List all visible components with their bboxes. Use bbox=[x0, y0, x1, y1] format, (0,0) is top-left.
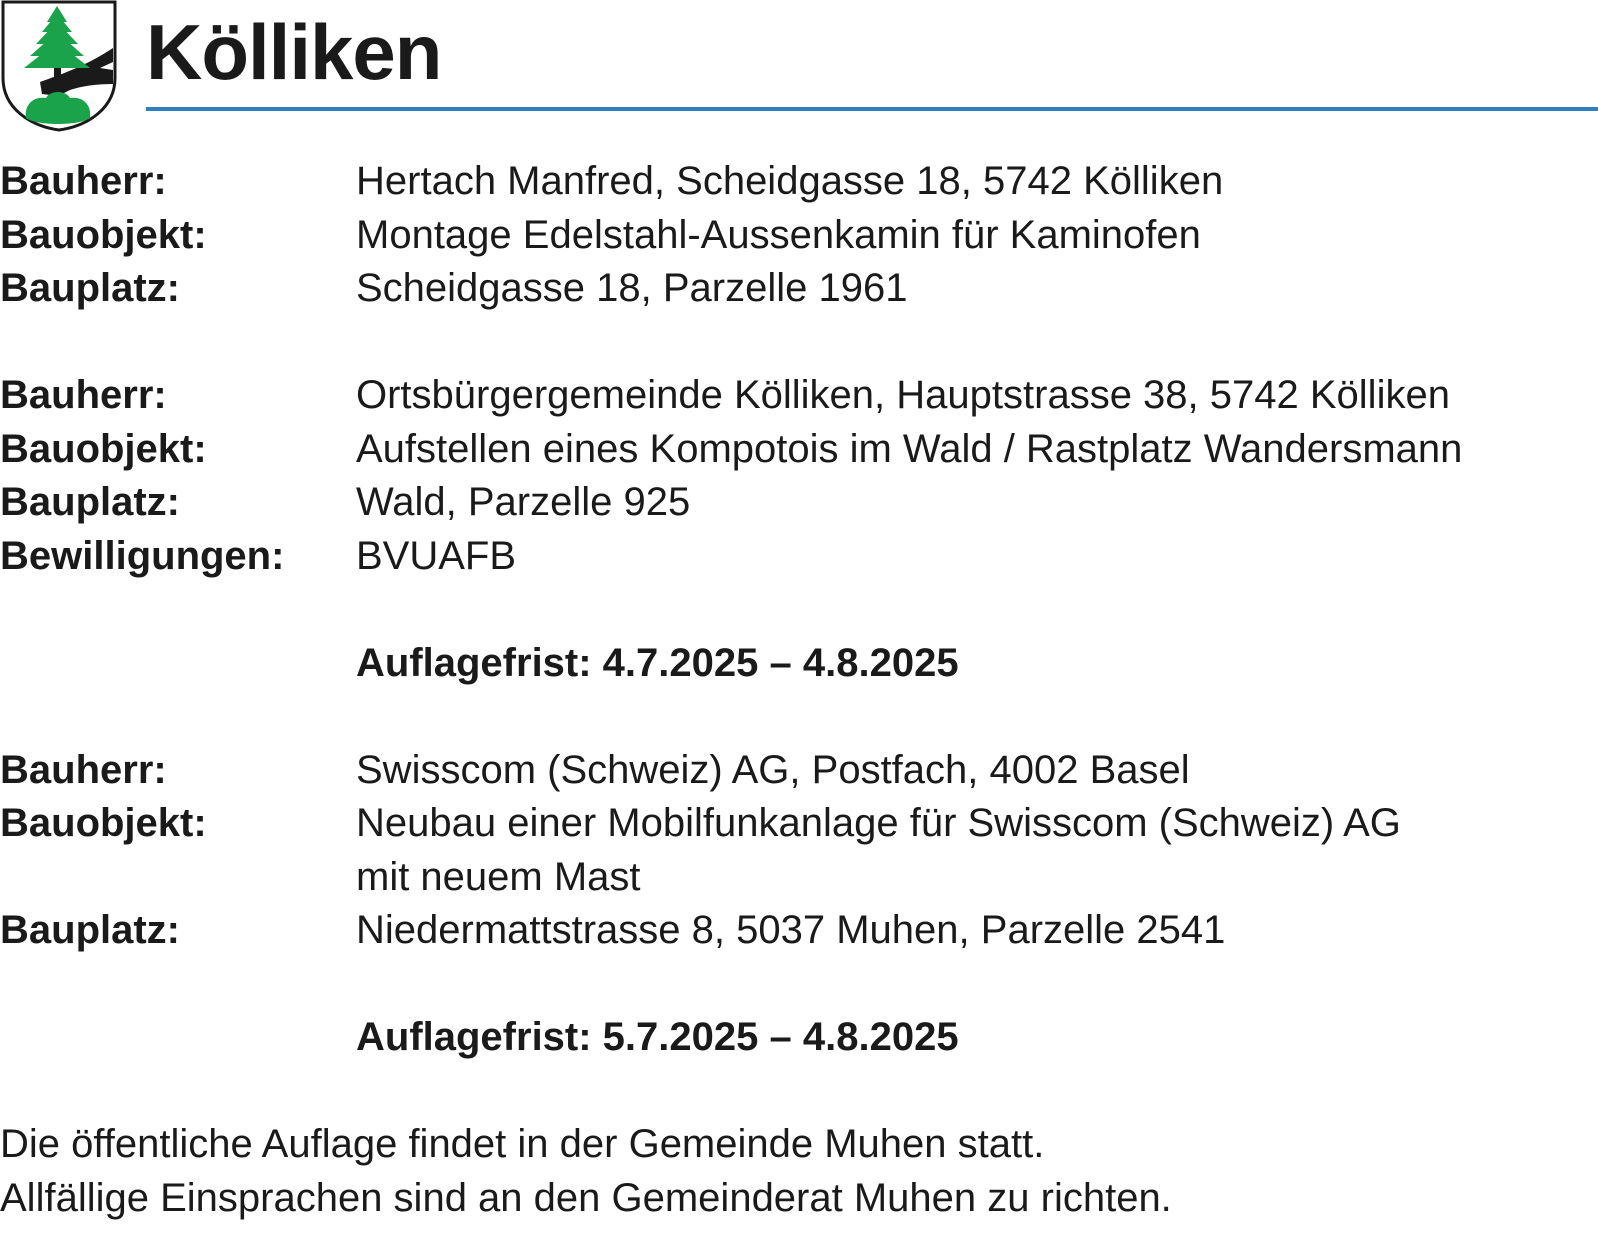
section-spacer bbox=[0, 316, 1598, 370]
coat-of-arms-icon bbox=[0, 0, 118, 132]
bauobjekt-line-2: mit neuem Mast bbox=[356, 854, 641, 899]
bauobjekt-row bbox=[0, 797, 1598, 904]
bauobjekt-row bbox=[0, 209, 1598, 263]
bauherr-label: Bauherr: bbox=[0, 747, 167, 792]
bauherr-row bbox=[0, 155, 1598, 209]
bauherr-value: Hertach Manfred, Scheidgasse 18, 5742 Kölliken bbox=[356, 159, 1224, 203]
bauherr-row bbox=[0, 369, 1598, 423]
auflagefrist: Auflagefrist: 4.7.2025 – 4.8.2025 bbox=[356, 640, 959, 685]
section-spacer bbox=[0, 583, 1598, 637]
municipality-name: Kölliken bbox=[146, 8, 442, 96]
bauobjekt-label: Bauobjekt: bbox=[0, 801, 207, 845]
bauplatz-label: Bauplatz: bbox=[0, 266, 180, 310]
bauplatz-label: Bauplatz: bbox=[0, 480, 180, 524]
building-permit-notice bbox=[0, 155, 1598, 1225]
section-spacer bbox=[0, 958, 1598, 1012]
permit-entry-2 bbox=[0, 369, 1598, 690]
permit-entry-3 bbox=[0, 744, 1598, 1065]
bauplatz-row bbox=[0, 904, 1598, 958]
bauobjekt-label: Bauobjekt: bbox=[0, 426, 207, 471]
footer-note-objections: Allfällige Einsprachen sind an den Gemeinderat Muhen zu richten. bbox=[0, 1175, 1172, 1220]
bauherr-label: Bauherr: bbox=[0, 373, 167, 417]
bauherr-label: Bauherr: bbox=[0, 159, 167, 203]
header-divider bbox=[146, 107, 1598, 111]
bewilligungen-label: Bewilligungen: bbox=[0, 533, 285, 578]
bauplatz-label: Bauplatz: bbox=[0, 908, 180, 952]
bauplatz-value: Scheidgasse 18, Parzelle 1961 bbox=[356, 266, 908, 310]
bauplatz-row bbox=[0, 262, 1598, 316]
bewilligungen-value: BVUAFB bbox=[356, 533, 517, 578]
section-spacer bbox=[0, 1065, 1598, 1119]
bauobjekt-row bbox=[0, 423, 1598, 477]
bauobjekt-value: Aufstellen eines Kompotois im Wald / Rastplatz Wandersmann bbox=[356, 426, 1463, 471]
bauobjekt-label: Bauobjekt: bbox=[0, 212, 207, 257]
bauherr-value: Ortsbürgergemeinde Kölliken, Hauptstrasse 38, 5742 Kölliken bbox=[356, 373, 1450, 417]
bauplatz-row bbox=[0, 476, 1598, 530]
permit-entry-1 bbox=[0, 155, 1598, 316]
bauherr-row bbox=[0, 744, 1598, 798]
page-header bbox=[0, 0, 1598, 132]
section-spacer bbox=[0, 690, 1598, 744]
bauobjekt-line-1: Neubau einer Mobilfunkanlage für Swisscom (Schweiz) AG bbox=[356, 801, 1401, 845]
bewilligungen-row bbox=[0, 530, 1598, 584]
footer-note-location: Die öffentliche Auflage findet in der Gemeinde Muhen statt. bbox=[0, 1122, 1045, 1166]
bauherr-value: Swisscom (Schweiz) AG, Postfach, 4002 Basel bbox=[356, 747, 1190, 792]
bauplatz-value: Wald, Parzelle 925 bbox=[356, 480, 691, 524]
auflagefrist: Auflagefrist: 5.7.2025 – 4.8.2025 bbox=[356, 1015, 959, 1059]
bauobjekt-value: Montage Edelstahl-Aussenkamin für Kaminofen bbox=[356, 212, 1201, 257]
bauplatz-value: Niedermattstrasse 8, 5037 Muhen, Parzelle 2541 bbox=[356, 908, 1226, 952]
bauobjekt-value bbox=[356, 797, 1598, 904]
